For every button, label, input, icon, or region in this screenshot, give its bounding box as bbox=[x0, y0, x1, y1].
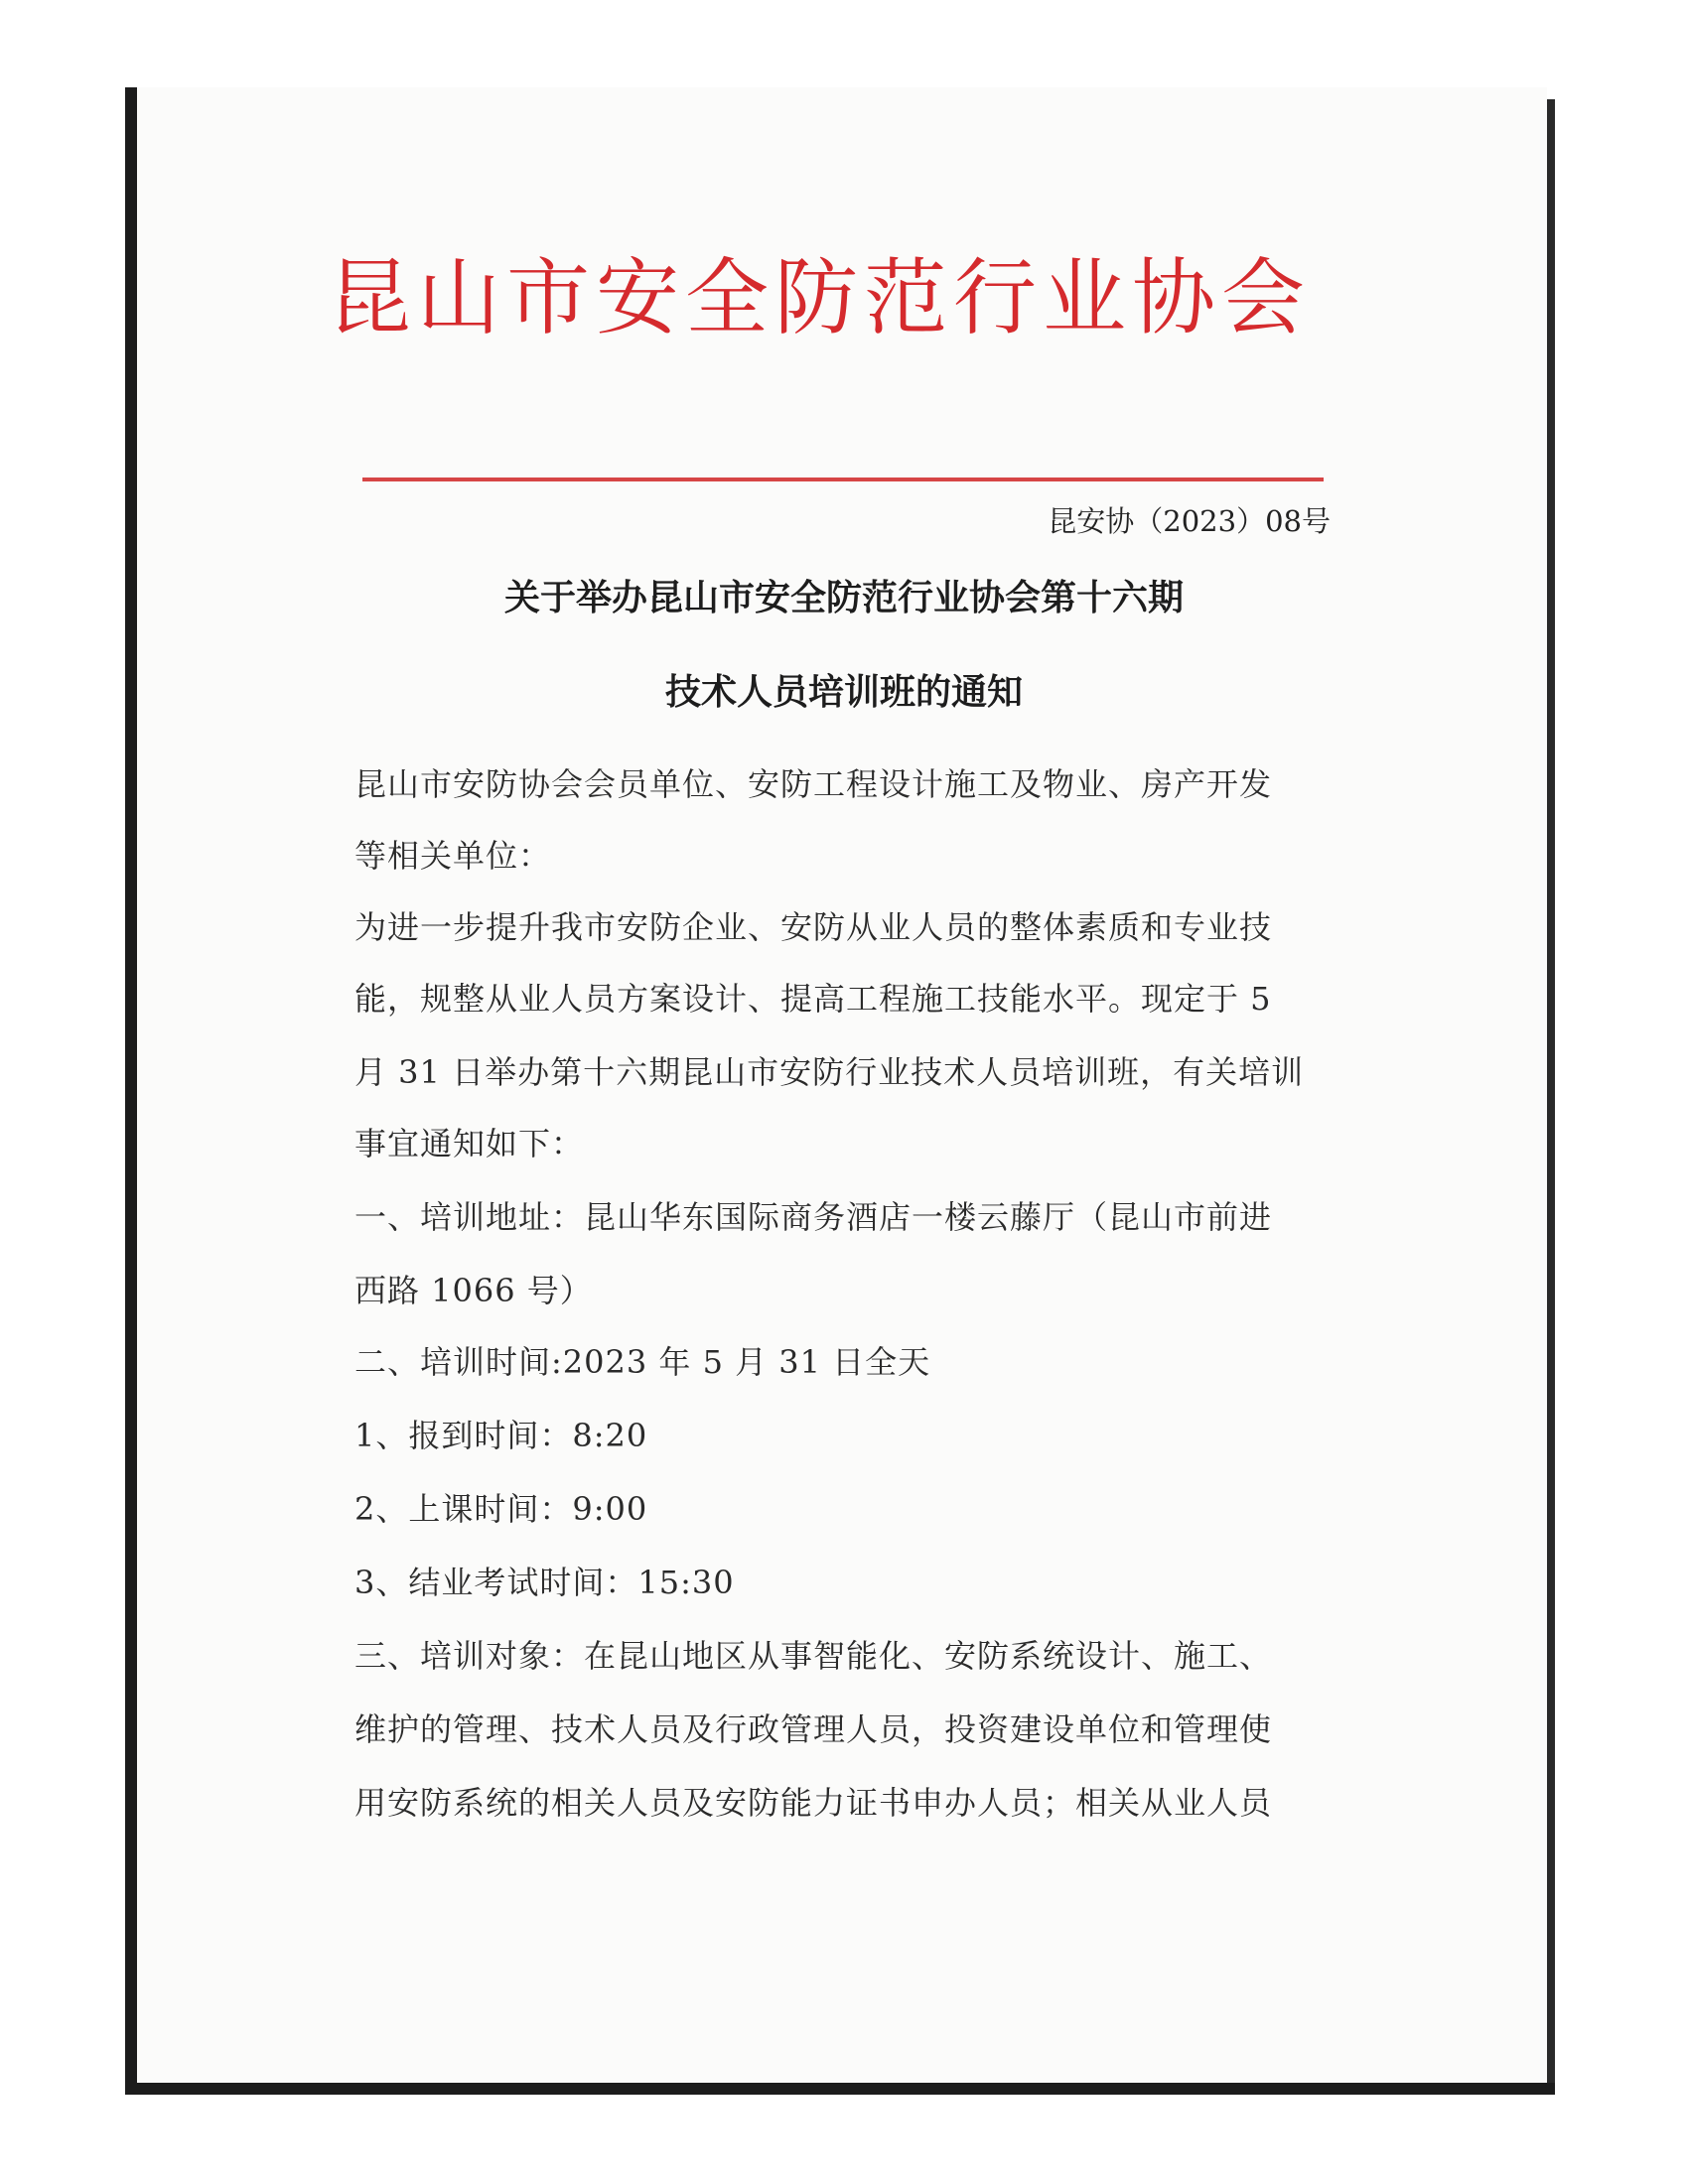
body-line: 为进一步提升我市安防企业、安防从业人员的整体素质和专业技 bbox=[354, 908, 1273, 946]
body-line: 月 31 日举办第十六期昆山市安防行业技术人员培训班，有关培训 bbox=[354, 1053, 1305, 1091]
letterhead-title: 昆山市安全防范行业协会 bbox=[327, 249, 1311, 346]
notice-title-line-2: 技术人员培训班的通知 bbox=[664, 672, 1023, 713]
body-line: 2、上课时间：9:00 bbox=[354, 1490, 648, 1528]
body-line: 一、培训地址：昆山华东国际商务酒店一楼云藤厅（昆山市前进 bbox=[354, 1198, 1273, 1236]
notice-title-line-1: 关于举办昆山市安全防范行业协会第十六期 bbox=[503, 578, 1184, 618]
body-line: 昆山市安防协会会员单位、安防工程设计施工及物业、房产开发 bbox=[354, 765, 1273, 803]
body-line: 等相关单位： bbox=[354, 837, 552, 875]
body-line: 西路 1066 号） bbox=[354, 1272, 593, 1309]
document-number: 昆安协（2023）08号 bbox=[1048, 504, 1331, 538]
body-line: 三、培训对象：在昆山地区从事智能化、安防系统设计、施工、 bbox=[354, 1637, 1273, 1675]
body-line: 维护的管理、技术人员及行政管理人员，投资建设单位和管理使 bbox=[354, 1710, 1273, 1748]
scan-edge-left bbox=[125, 87, 137, 2095]
body-line: 事宜通知如下： bbox=[354, 1125, 585, 1162]
body-line: 3、结业考试时间：15:30 bbox=[354, 1564, 735, 1601]
scan-edge-bottom bbox=[125, 2083, 1555, 2095]
scan-edge-right bbox=[1547, 99, 1555, 2095]
body-line: 能，规整从业人员方案设计、提高工程施工技能水平。现定于 5 bbox=[354, 980, 1272, 1018]
body-line: 用安防系统的相关人员及安防能力证书申办人员；相关从业人员 bbox=[354, 1784, 1273, 1822]
body-line: 1、报到时间：8:20 bbox=[354, 1417, 648, 1454]
letterhead-red-rule bbox=[362, 478, 1324, 481]
body-line: 二、培训时间:2023 年 5 月 31 日全天 bbox=[354, 1343, 931, 1381]
